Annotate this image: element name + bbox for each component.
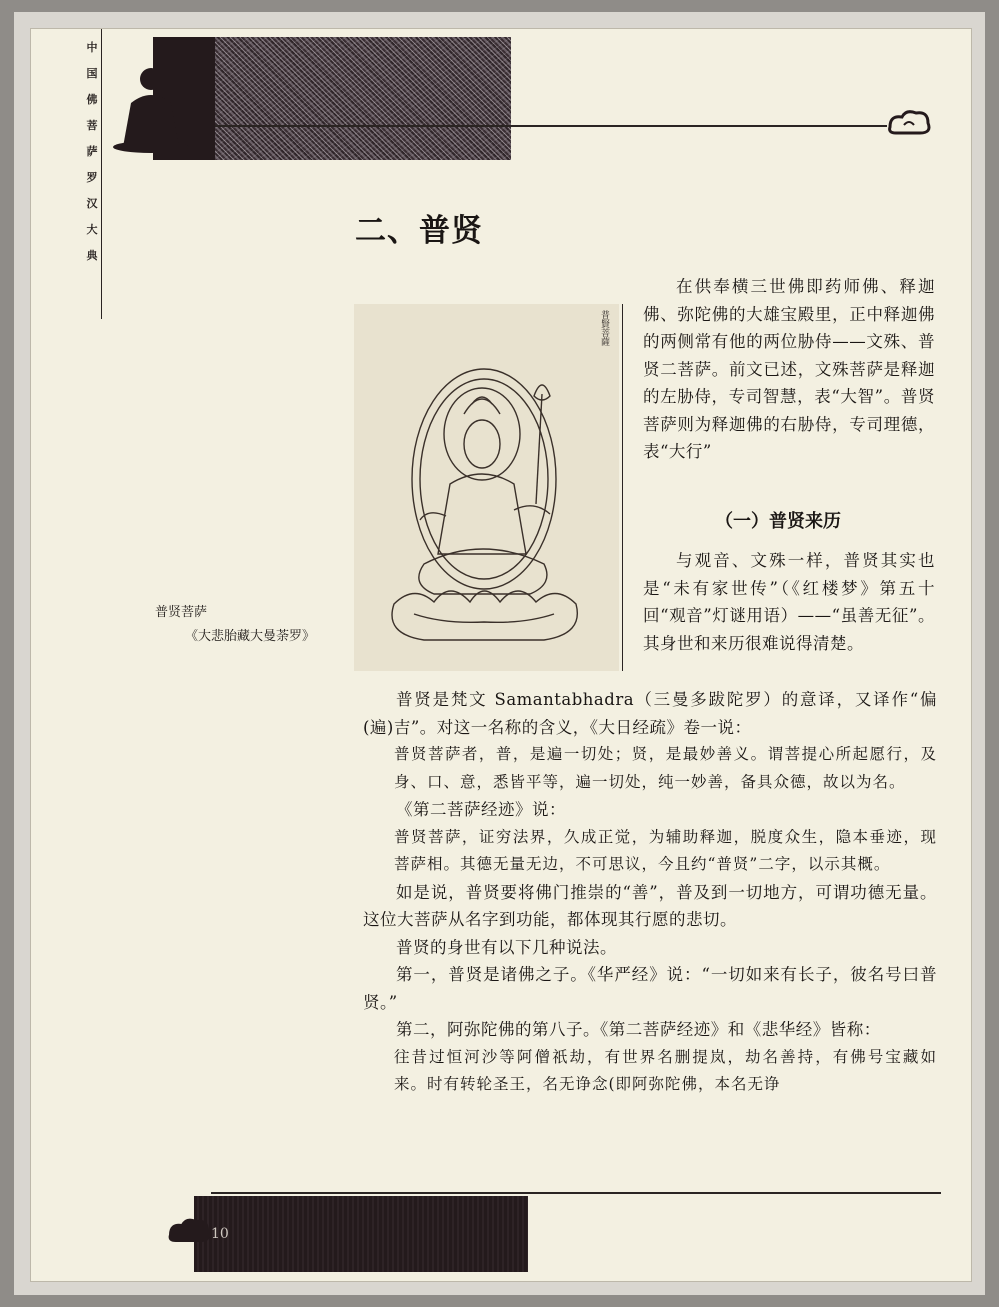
body-text <box>363 686 937 1099</box>
book-page <box>30 28 972 1282</box>
body-paragraph: 第二，阿弥陀佛的第八子。《第二菩萨经迹》和《悲华经》皆称： <box>396 1020 881 1039</box>
spine-rule <box>101 29 102 319</box>
body-paragraph: 第一，普贤是诸佛之子。《华严经》说：“一切如来有长子，彼名号曰普贤。” <box>363 965 937 1012</box>
sub-column <box>643 547 935 657</box>
body-paragraph: 普贤是梵文 Samantabhadra（三曼多跋陀罗）的意译，又译作“偏(遍)吉”。对这一名称的含义，《大日经疏》卷一说： <box>363 690 937 737</box>
page-number: 10 <box>211 1226 229 1242</box>
sub-paragraph: 与观音、文殊一样，普贤其实也是“未有家世传”（《红楼梦》第五十回“观音”灯谜用语）——“虽善无征”。其身世和来历很难说得清楚。 <box>643 551 935 653</box>
intro-column <box>643 273 935 466</box>
subheading: （一）普贤来历 <box>715 511 841 532</box>
caption-source: 《大悲胎藏大曼荼罗》 <box>185 629 316 644</box>
body-quote: 往昔过恒河沙等阿僧祇劫，有世界名删提岚，劫名善持，有佛号宝藏如来。时有转轮圣王，名无诤念(即阿弥陀佛，本名无诤 <box>394 1047 937 1093</box>
header-rule <box>215 125 887 127</box>
header-texture-overlay <box>215 37 511 160</box>
cloud-ornament-icon <box>886 109 932 139</box>
body-paragraph: 普贤的身世有以下几种说法。 <box>396 937 617 957</box>
figure-caption <box>155 601 315 649</box>
arhat-silhouette-icon <box>109 63 199 153</box>
bodhisattva-illustration <box>354 304 619 671</box>
cloud-ornament-icon <box>165 1217 213 1247</box>
intro-paragraph: 在供奉横三世佛即药师佛、释迦佛、弥陀佛的大雄宝殿里，正中释迦佛的两侧常有他的两位胁侍——文殊、普贤二菩萨。前文已述，文殊菩萨是释迦的左胁侍，专司智慧，表“大智”。普贤菩萨则为释迦佛的右胁侍，专司理德，表“大行” <box>643 277 935 461</box>
section-title: 二、普贤 <box>355 213 483 249</box>
body-quote: 普贤菩萨者，普，是遍一切处；贤，是最妙善义。谓菩提心所起愿行，及身、口、意，悉皆平等，遍一切处，纯一妙善，备具众德，故以为名。 <box>394 745 937 791</box>
body-quote: 普贤菩萨，证穷法界，久成正觉，为辅助释迦，脱度众生，隐本垂迹，现菩萨相。其德无量无边，不可思议，今且约“普贤”二字，以示其概。 <box>394 827 937 873</box>
illustration-label: 普賢菩薩 <box>599 310 609 346</box>
caption-title: 普贤菩萨 <box>155 605 208 620</box>
illustration-rule <box>622 304 623 671</box>
footer-rule <box>211 1192 941 1194</box>
body-paragraph: 《第二菩萨经迹》说： <box>396 800 566 819</box>
spine-title: 中国佛菩萨罗汉大典 <box>86 41 98 262</box>
footer-dark-block <box>194 1196 528 1272</box>
body-paragraph: 如是说，普贤要将佛门推崇的“善”，普及到一切地方，可谓功德无量。这位大菩萨从名字到功能，都体现其行愿的悲切。 <box>363 882 937 929</box>
